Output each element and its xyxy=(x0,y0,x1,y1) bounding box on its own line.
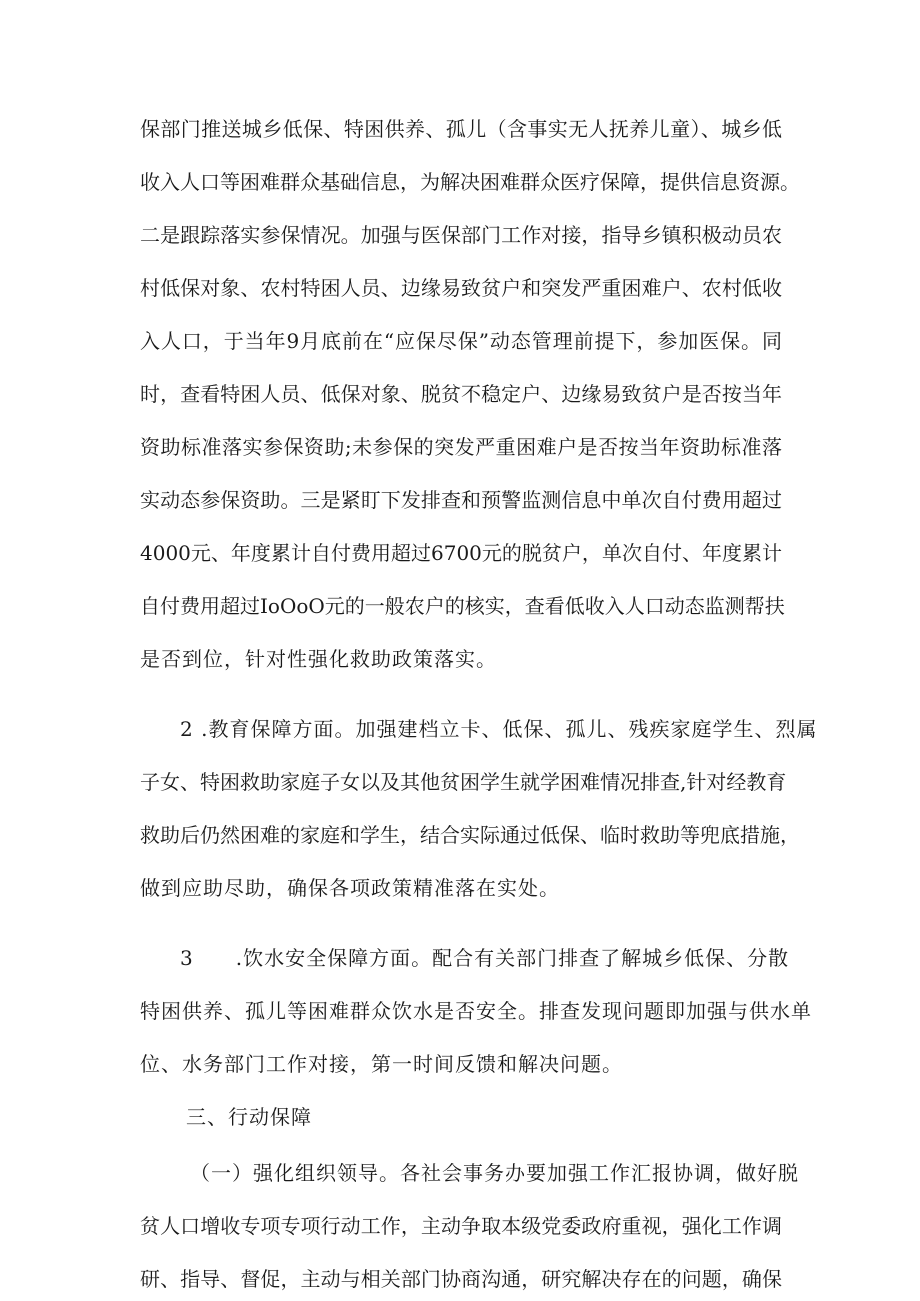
body-text-line: 救助后仍然困难的家庭和学生，结合实际通过低保、临时救助等兜底措施， xyxy=(140,823,800,847)
body-text-line: 收入人口等困难群众基础信息，为解决困难群众医疗保障，提供信息资源。 xyxy=(140,170,800,194)
body-text-line: 实动态参保资助。三是紧盯下发排查和预警监测信息中单次自付费用超过 xyxy=(140,488,782,512)
body-text-line: 子女、特困救助家庭子女以及其他贫困学生就学困难情况排查,针对经教育 xyxy=(140,770,787,794)
body-text-line: 4000元、年度累计自付费用超过6700元的脱贫户，单次自付、年度累计 xyxy=(140,541,782,565)
section-heading: 三、行动保障 xyxy=(186,1105,312,1129)
body-text-line: 自付费用超过IoOoO元的一般农户的核实，查看低收入人口动态监测帮扶 xyxy=(140,594,785,618)
body-text-line: 村低保对象、农村特困人员、边缘易致贫户和突发严重困难户、农村低收 xyxy=(140,276,782,300)
body-text-line: 入人口，于当年9月底前在“应保尽保”动态管理前提下，参加医保。同 xyxy=(140,329,782,353)
body-text-line: 时，查看特困人员、低保对象、脱贫不稳定户、边缘易致贫户是否按当年 xyxy=(140,382,782,406)
body-text-line: 是否到位，针对性强化救助政策落实。 xyxy=(140,647,497,671)
body-text-line: 贫人口增收专项专项行动工作，主动争取本级党委政府重视，强化工作调 xyxy=(140,1214,782,1238)
body-text-line: 位、水务部门工作对接，第一时间反馈和解决问题。 xyxy=(140,1052,623,1076)
body-text-line: 保部门推送城乡低保、特困供养、孤儿（含事实无人抚养儿童）、城乡低 xyxy=(140,117,782,141)
body-text-line: 二是跟踪落实参保情况。加强与医保部门工作对接，指导乡镇积极动员农 xyxy=(140,223,782,247)
body-text-line: 研、指导、督促，主动与相关部门协商沟通，研究解决存在的问题，确保 xyxy=(140,1267,782,1291)
subsection-heading: （一）强化组织领导。各社会事务办要加强工作汇报协调，做好脱 xyxy=(190,1161,799,1185)
body-text-line: 做到应助尽助，确保各项政策精准落在实处。 xyxy=(140,876,560,900)
paragraph-heading-3: 3 .饮水安全保障方面。配合有关部门排查了解城乡低保、分散 xyxy=(180,946,790,970)
paragraph-heading-2: 2 .教育保障方面。加强建档立卡、低保、孤儿、残疾家庭学生、烈属 xyxy=(180,717,818,741)
body-text-line: 资助标准落实参保资助;未参保的突发严重困难户是否按当年资助标准落 xyxy=(140,435,782,459)
body-text-line: 特困供养、孤儿等困难群众饮水是否安全。排查发现问题即加强与供水单 xyxy=(140,999,812,1023)
